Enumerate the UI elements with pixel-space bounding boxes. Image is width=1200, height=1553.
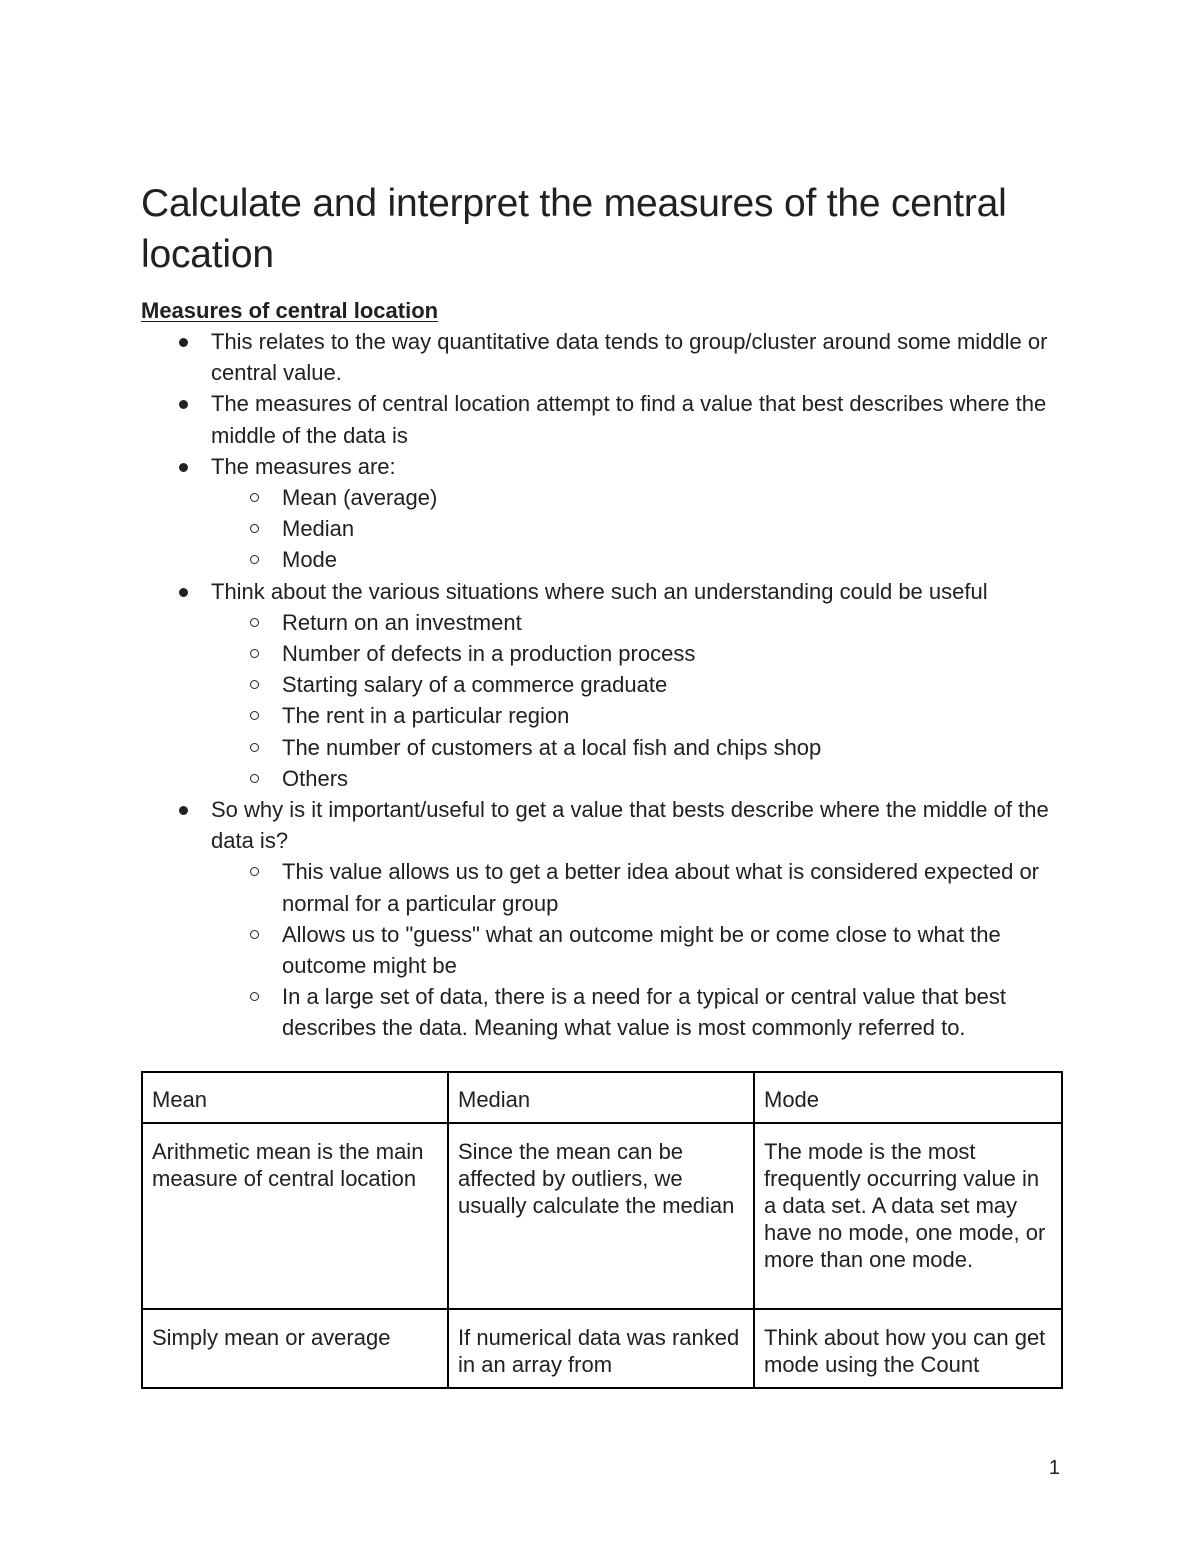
bullet-text: So why is it important/useful to get a value that bests describe where the middle of the data is?: [211, 797, 1049, 854]
list-item: [141, 451, 1071, 576]
list-item: [141, 326, 1071, 388]
page-title: Calculate and interpret the measures of the central location: [141, 182, 1007, 276]
table-row: [142, 1309, 1062, 1388]
sub-list-item: The rent in a particular region: [141, 700, 1071, 731]
sub-list-item: Return on an investment: [141, 607, 1071, 638]
table-row: [142, 1123, 1062, 1309]
table-header-cell: Mode: [754, 1072, 1062, 1123]
sub-list: [211, 856, 1071, 1043]
sub-list-item: Mean (average): [141, 482, 1071, 513]
list-item: [141, 794, 1071, 1044]
sub-list-item: Median: [141, 513, 1071, 544]
sub-list-item: In a large set of data, there is a need for a typical or central value that best describes the data. Meaning what value is most commonly referred to.: [141, 981, 1071, 1043]
measures-table: [141, 1071, 1063, 1389]
table-header-row: [142, 1072, 1062, 1123]
sub-list-item: The number of customers at a local fish and chips shop: [141, 732, 1071, 763]
table-cell: The mode is the most frequently occurring value in a data set. A data set may have no mode, one mode, or more than one mode.: [754, 1123, 1062, 1309]
sub-list-item: Number of defects in a production process: [141, 638, 1071, 669]
sub-list-item: Others: [141, 763, 1071, 794]
table-cell: If numerical data was ranked in an array from: [448, 1309, 754, 1388]
bullet-text: Think about the various situations where such an understanding could be useful: [211, 578, 988, 604]
table-cell: Simply mean or average: [142, 1309, 448, 1388]
section-heading: Measures of central location: [141, 298, 439, 323]
bullet-text: The measures of central location attempt to find a value that best describes where the middle of the data is: [211, 391, 1047, 448]
sub-list: [211, 607, 1071, 794]
page-number: 1: [1048, 1457, 1060, 1479]
table-cell: Since the mean can be affected by outliers, we usually calculate the median: [448, 1123, 754, 1309]
sub-list-item: Starting salary of a commerce graduate: [141, 669, 1071, 700]
sub-list-item: This value allows us to get a better idea about what is considered expected or normal for a particular group: [141, 856, 1071, 918]
table-header-cell: Median: [448, 1072, 754, 1123]
list-item: [141, 388, 1071, 450]
sub-list: [211, 482, 1071, 576]
table-cell: Think about how you can get mode using the Count: [754, 1309, 1062, 1388]
bullet-list: [141, 326, 1071, 1044]
list-item: [141, 576, 1071, 794]
bullet-text: The measures are:: [211, 453, 396, 479]
sub-list-item: Mode: [141, 544, 1071, 575]
table-cell: Arithmetic mean is the main measure of central location: [142, 1123, 448, 1309]
sub-list-item: Allows us to "guess" what an outcome might be or come close to what the outcome might be: [141, 919, 1071, 981]
bullet-text: This relates to the way quantitative data tends to group/cluster around some middle or central value.: [211, 329, 1048, 386]
table-header-cell: Mean: [142, 1072, 448, 1123]
